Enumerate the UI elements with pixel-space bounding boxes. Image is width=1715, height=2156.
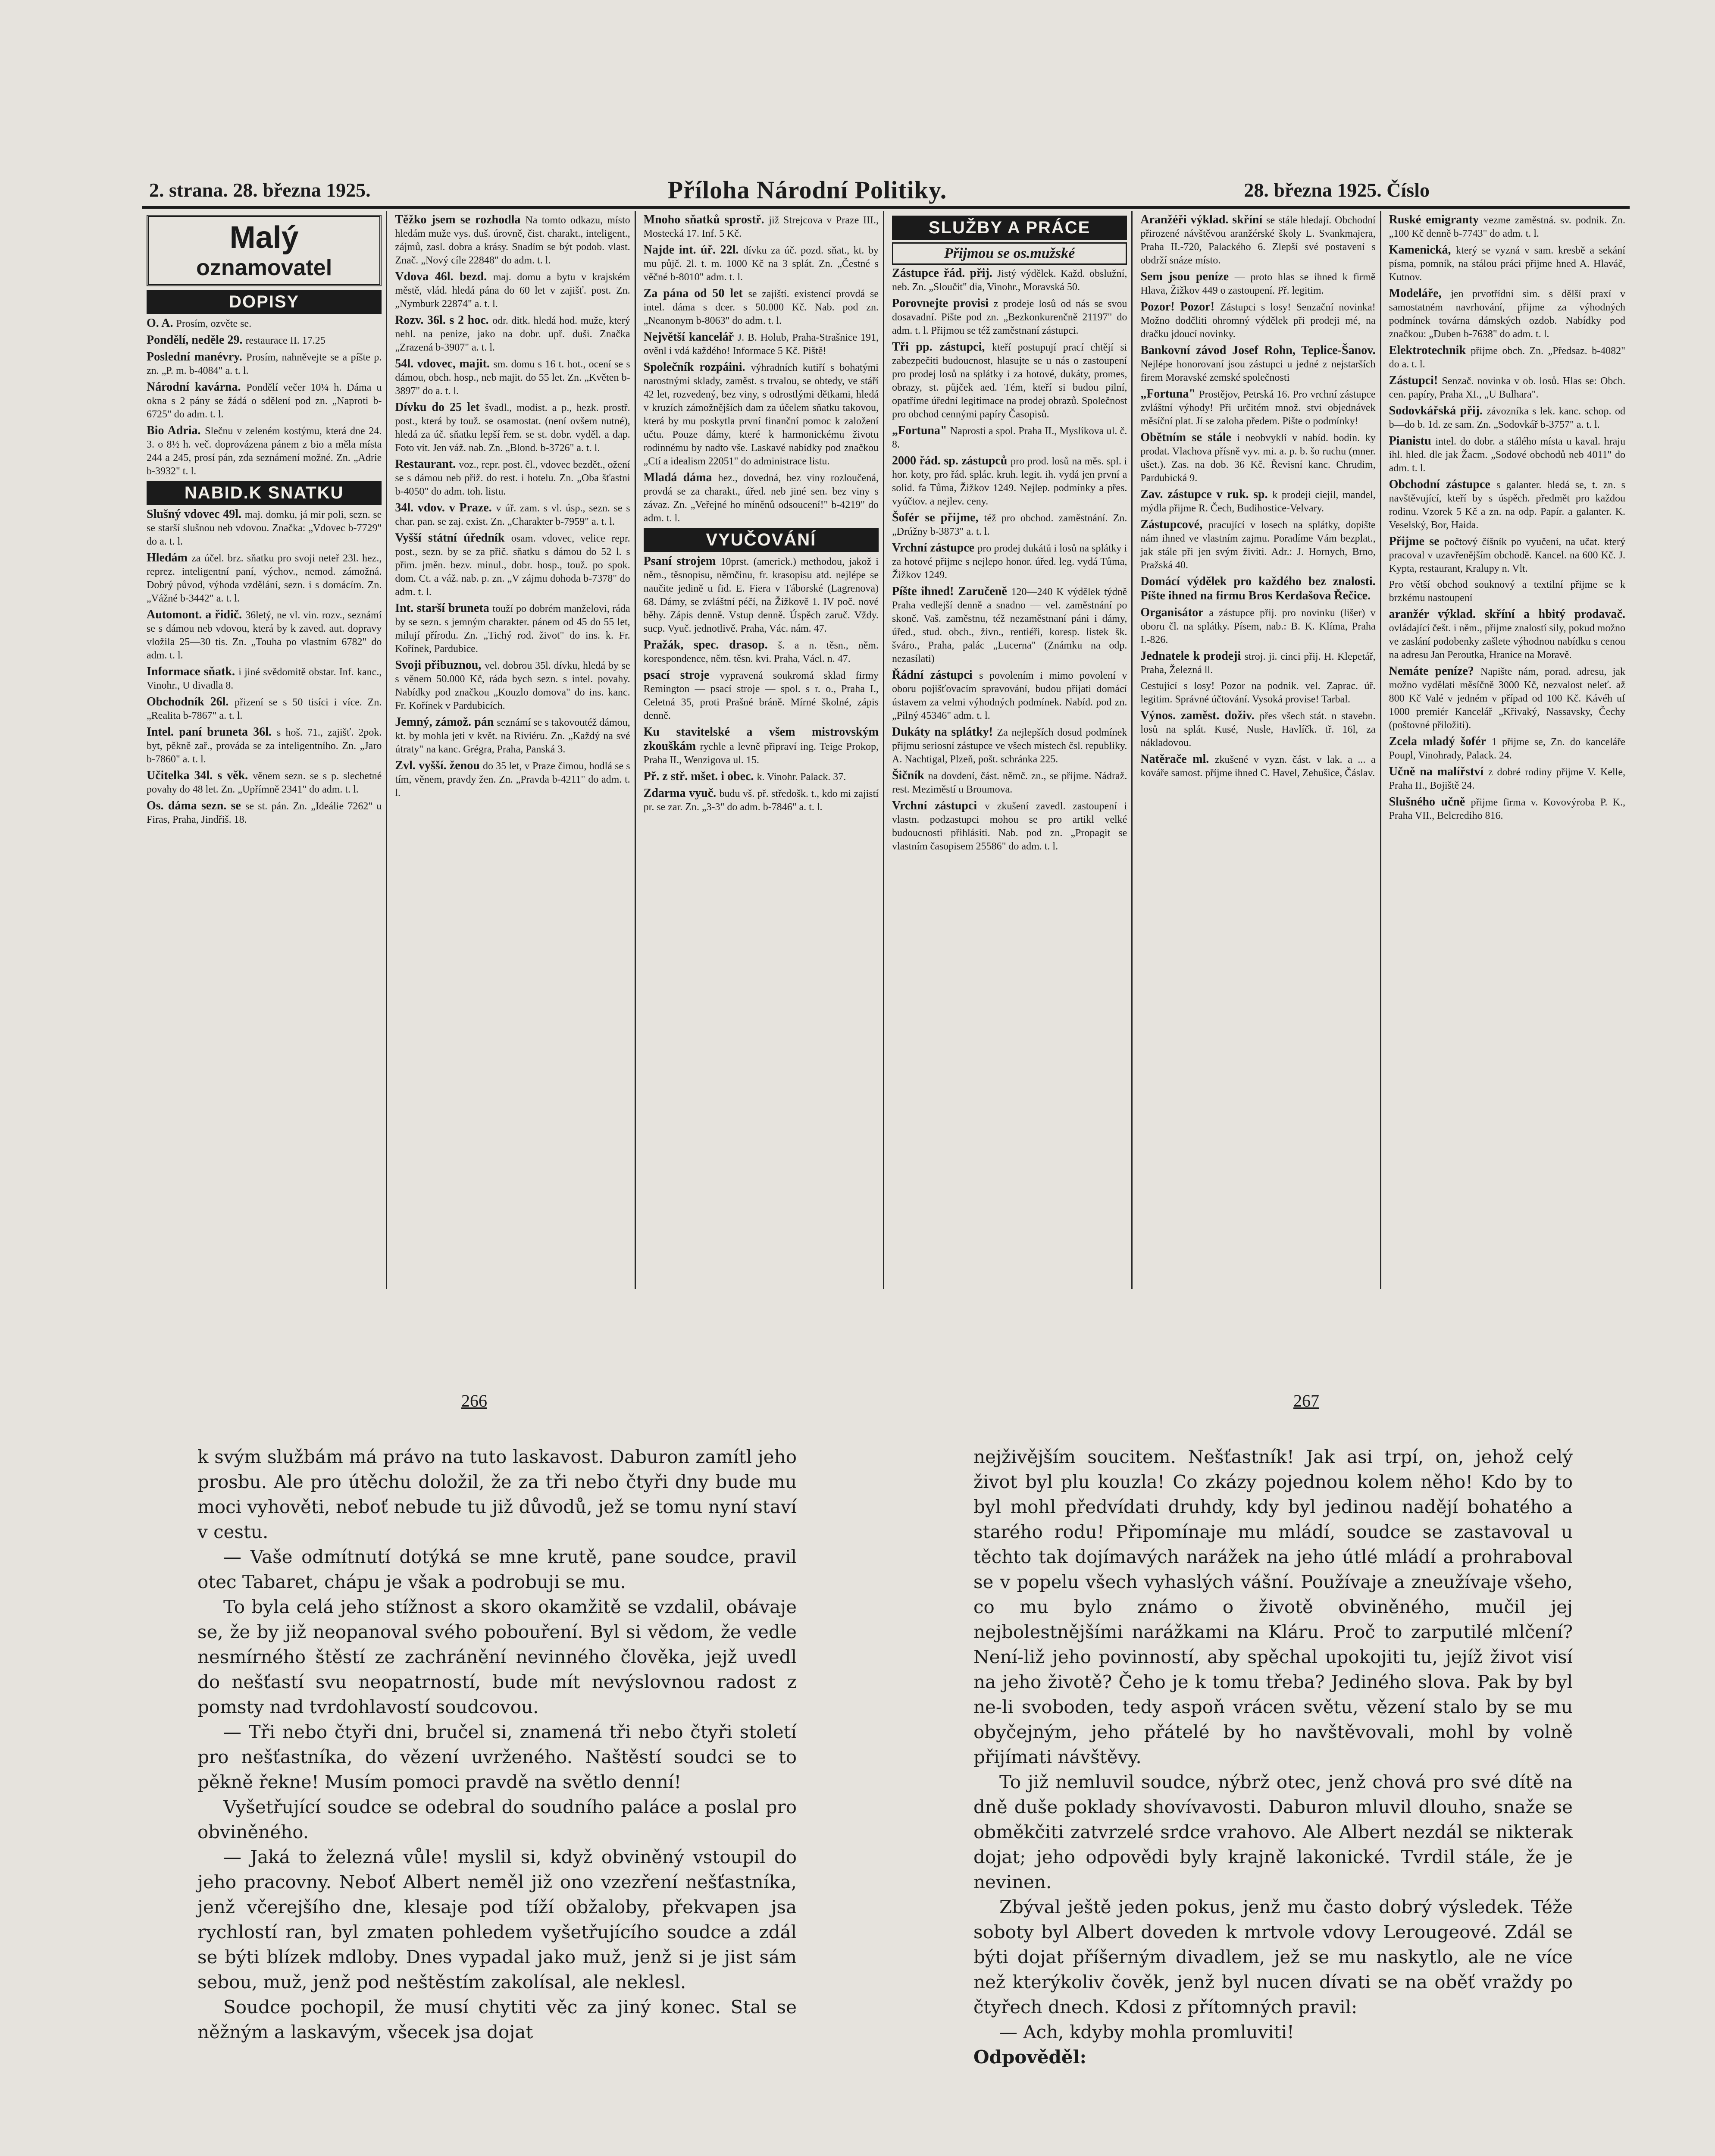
ad-heading: Pražák, spec. drasop. <box>643 638 778 652</box>
classified-ad <box>644 360 879 468</box>
ad-body: v úř. zam. s vl. úsp., sezn. se s char. pan. se zaj. exist. Zn. „Charakter b-7959" a. t. l. <box>395 503 630 527</box>
classified-ad <box>395 501 630 529</box>
ad-heading: Zvl. vyšší. ženou <box>395 759 483 772</box>
classified-ad <box>1389 535 1625 576</box>
header-right: 28. března 1925. Číslo <box>1244 179 1430 201</box>
ad-heading: Organisátor <box>1140 606 1209 619</box>
ad-heading: Tři pp. zástupci, <box>892 340 992 354</box>
ad-body: dívku za úč. pozd. sňat., kt. by mu půjč. 2l. t. m. 1000 Kč na 3 splát. Zn. „Čestné s věčné b-8010" adm. t. l. <box>643 245 879 283</box>
ad-heading: Společník rozpáini. <box>643 360 751 374</box>
ad-heading: Intel. paní bruneta 36l. <box>147 725 277 739</box>
ad-heading: Ruské emigranty <box>1389 213 1484 226</box>
classified-ad <box>1389 344 1625 371</box>
classified-ad <box>1140 518 1375 572</box>
ad-heading: Zástupce řád. přij. <box>892 266 998 280</box>
classified-ad <box>1389 795 1625 823</box>
header-title: Příloha Národní Politiky. <box>667 175 947 204</box>
section-marriage: NABID.K SNATKU <box>147 481 382 505</box>
ad-heading: 2000 řád. sp. zástupců <box>892 454 1011 467</box>
ad-body: počtový číšník po vyučení, na učat. který pracoval v uzavřenějším obchodě. Kancel. na 600 Kč. J. Kypta, restaurant, Kralupy n. Vlt. <box>1389 536 1625 574</box>
classified-ad <box>147 551 382 605</box>
classified-ad <box>147 665 382 693</box>
ad-body: který se vyzná v sam. kresbě a sekání písma, pomník, na stálou práci přijme hned A. Hlaváč, Kutnov. <box>1389 245 1625 283</box>
ads-column-1 <box>142 211 387 1289</box>
ad-heading: Píšte ihned! Zaručeně <box>892 585 1011 598</box>
ad-body: závozníka s lek. kanc. schop. od b—do b. 1d. ze sam. Zn. „Sodovkář b-3757" a. t. l. <box>1389 406 1625 430</box>
masthead <box>147 215 382 286</box>
ad-heading: Za pána od 50 let <box>643 287 748 300</box>
ad-body: přes všech stát. n stavebn. losů na splát. Kusé, Nusle, Havlíčk. tř. 16l, za nákladovou. <box>1140 711 1376 749</box>
ad-body: 10prst. (americk.) methodou, jakož i něm., těsnopisu, němčinu, fr. krasopisu atd. nejlépe se naučite jedině u fid. E. Fiera v Táborské (Lagrenova) 68. Dámy, se zvláštní péčí, na Žižkově 1. IV poč. nové běhy. Zápis denně. Vstup denně. Úspěch zaruč. Vždy. sucp. Vyuč. jednotlivě. Praha, Vác. nám. 47. <box>643 556 879 634</box>
classified-ad <box>644 668 879 723</box>
classified-ad <box>892 769 1127 796</box>
story-left-column <box>197 1445 797 2045</box>
ad-heading: Př. z stř. mšet. i obec. <box>643 770 757 783</box>
section-jobs-sub: Přijmou se os.mužské <box>892 242 1127 265</box>
classified-ad <box>147 695 382 723</box>
ad-heading: Učně na malířství <box>1389 765 1488 778</box>
classified-ad <box>147 350 382 378</box>
ad-heading: Restaurant. <box>395 458 459 471</box>
classified-ad <box>644 725 879 767</box>
ad-body: kteří postupují prací chtějí si zabezpečiti budoucnost, hlasujte se u nás o zastoupení pro prodej losů na splátky i za hotové, dukáty, promes, obrazy, st. půjček aed. Tém, kteří si budou pilní, opatříme úřední legitimace na prodej obrazů. Společnost pro obchod cennými papíry Časopisů. <box>892 342 1127 420</box>
classified-ad <box>1389 434 1625 475</box>
story-paragraph: k svým službám má právo na tuto laskavost. Daburon zamítl jeho prosbu. Ale pro útěchu doložil, že za tři nebo čtyři dny bude mu moci vyhověti, neboť nebude tu již důvodů, jež se tomu nyní staví v cestu. <box>197 1446 797 1542</box>
section-letters: DOPISY <box>147 290 382 314</box>
ad-heading: Pianistu <box>1389 434 1436 448</box>
ad-body: Prostějov, Petrská 16. Pro vrchní zástupce zvláštní výhody! Při určitém množ. stvi objednávek měsíční plat. Jí se zaloha předem. Pište o podmínky! <box>1140 389 1376 427</box>
ad-body: sm. domu s 16 t. hot., ocení se s dámou, obch. hosp., neb majit. do 55 let. Zn. „Květen b-3897" do a. t. l. <box>395 359 630 397</box>
ad-body: se zajiští. existencí provdá se intel. dáma s dcer. s 50.000 Kč. Nab. pod zn. „Neanonym b-8063" do adm. t. l. <box>643 288 879 326</box>
story-paragraph: To byla celá jeho stížnost a skoro okamžitě se vzdalil, obávaje se, že by již neopanoval svého pobouření. Byl si vědom, že vedle nesmírného štěstí ze zachránění nevinného člověka, jejž uvedl do nešťastí svu neopatrností, bude mít nevýslovnou radost z pomsty nad tvrdohlavostí soudcovou. <box>197 1596 797 1717</box>
ad-heading: „Fortuna" <box>1140 387 1199 401</box>
ad-body: a zástupce přij. pro novinku (lišer) v oboru čl. na splátky. Písem, nab.: B. K. Klíma, Praha I.-826. <box>1140 608 1376 646</box>
classified-ad <box>1140 270 1375 298</box>
ad-body: Prosím, nahněvejte se a píšte p. zn. „P. m. b-4084" a. t. l. <box>147 352 382 376</box>
classified-ad <box>644 213 879 241</box>
ad-body: Senzač. novinka v ob. losů. Hlas se: Obch. cen. papíry, Praha XI., „U Bulhara". <box>1389 376 1625 400</box>
ad-body: Pro větší obchod souknový a textilní přijme se k brzkému nastoupení <box>1389 579 1625 604</box>
classified-ad <box>395 458 630 498</box>
classified-ad <box>892 541 1127 582</box>
ad-heading: Aranžéři výklad. skříní <box>1140 213 1267 226</box>
classified-ad <box>1389 404 1625 432</box>
ad-heading: Řádní zástupci <box>892 668 980 682</box>
ad-heading: Přijme se <box>1389 535 1444 548</box>
classified-ad <box>395 531 630 599</box>
classified-ad <box>1389 664 1625 732</box>
ad-heading: Obchodník 26l. <box>147 695 235 708</box>
ad-heading: Jemný, zámož. pán <box>395 715 497 729</box>
ad-body: seznámí se s takovoutéž dámou, kt. by mohla jeti v květ. na Riviéru. Zn. „Každý na své útraty" na kanc. Grégra, Praha, Panská 3. <box>395 717 630 755</box>
page-numbers <box>142 1391 1630 1412</box>
classified-ads <box>142 211 1630 1289</box>
classified-ad <box>892 585 1127 666</box>
ad-heading: Svoji přibuznou, <box>395 658 485 672</box>
ad-body: vypravená soukromá sklad firmy Remington — psací stroje — spol. s r. o., Praha I., Celetná 35, proti Prašné bráně. Mírné školné, zápis denně. <box>643 670 879 721</box>
classified-ad <box>147 317 382 331</box>
story-right-paragraphs <box>973 1445 1573 2045</box>
header-left: 2. strana. 28. března 1925. <box>149 179 371 201</box>
section-jobs: SLUŽBY A PRÁCE <box>892 216 1127 240</box>
ad-heading: Šofér se přijme, <box>892 511 984 524</box>
ad-heading: „Fortuna" <box>892 424 950 437</box>
ad-heading: Pozor! Pozor! <box>1140 300 1221 313</box>
teaching-list <box>644 555 879 814</box>
ad-body: Nejlépe honorovaní jsou zástupci u jedné z nejstarších firem Moravské zemské společnosti <box>1140 359 1376 383</box>
story-final-line: Odpověděl: <box>973 2046 1087 2068</box>
classified-ad <box>1389 765 1625 793</box>
ad-body: osam. vdovec, velice repr. post., sezn. by se za přič. sňatku s dámou do 52 l. s přim. jměn. bezv. minul., dobr. hosp., touž. po spok. dom. Ct. a váž. nab. p. zn. „V zájmu dohoda b-7378" do adm. t. l. <box>395 533 630 598</box>
ad-body: ovládající češt. i něm., přijme znalostí sily, pokud možno ve zaslání podobenky zašlete výhodnou nabídku s cenou na adresu Jan Peroutka, Hranice na Moravě. <box>1389 623 1625 661</box>
ad-heading: Dukáty na splátky! <box>892 725 997 739</box>
story-paragraph: Vyšetřující soudce se odebral do soudního paláce a poslal pro obviněného. <box>197 1796 797 1843</box>
ad-body: Cestující s losy! Pozor na podnik. vel. Zaprac. úř. legitim. Správné účtování. Vysoká provise! Tarbal. <box>1140 680 1376 705</box>
classified-ad <box>892 340 1127 421</box>
ad-body: se stále hledají. Obchodní přirozené návštěvou aranžérské školy L. Svankmajera, Praha II.-720, Palackého 6. Zlepší své postavení s obdrží snáze místo. <box>1140 215 1376 266</box>
classified-ad <box>147 799 382 827</box>
classified-ad <box>1389 735 1625 762</box>
classified-ad <box>395 213 630 267</box>
ad-body: 36letý, ne vl. vin. rozv., seznámí se s dámou neb vdovou, která by k zaved. aut. dopravy vložila 25—30 tis. Zn. „Touha po vlastním 6782" do adm. t. l. <box>147 610 382 661</box>
story-paragraph: Soudce pochopil, že musí chytiti věc za jiný konec. Stal se něžným a laskavým, všecek jsa dojat <box>197 1996 797 2043</box>
letters-list <box>147 317 382 478</box>
ad-body: pro prod. losů na měs. spl. i hor. koty, pro řád. splác. kruh. legit. ih. vydá jen první a solid. fa Tůma, Žižkov 1249. Nejlep. podmínky a přes. vyúčtov. a nejlev. ceny. <box>892 456 1127 507</box>
ad-body: rychle a levně připraví ing. Teige Prokop, Praha II., Wenzigova ul. 15. <box>643 741 879 766</box>
classified-ad <box>1389 213 1625 241</box>
ad-body: i neobvyklí v nabíd. bodin. ky prodat. Vlachova přísně vyv. mi. a. p. b. šo ruchu (mner. ušet.). Zas. na dob. 36 Kč. Řevisní kanc. Chrudim, Pardubická 9. <box>1140 432 1376 484</box>
ad-body: J. B. Holub, Praha-Strašnice 191, ověnl i vdá každého! Informace 5 Kč. Piště! <box>643 332 879 357</box>
ad-body: i jiné svědomitě obstar. Inf. kanc., Vinohr., U divadla 8. <box>147 667 382 691</box>
ad-body: švadl., modist. a p., hezk. prostř. post., která by touž. se osamostat. (není ovšem nutné), hledá za úč. sňatku lepší řem. se st. dobr. vyděl. a dap. Foto vít. Jen váž. nab. Zn. „Blond. b-3726" a. t. l. <box>395 402 630 454</box>
ads-column-4 <box>888 211 1133 1289</box>
classified-ad <box>1389 243 1625 284</box>
story-paragraph: To již nemluvil soudce, nýbrž otec, jenž chová pro své dítě na dně duše poklady shovívavosti. Daburon mluvil dlouho, snaže se obměkčiti zatvrzelé srdce vrahovo. Ale Albert nezdál se nikterak dojat; jeho odpovědi byly krajně lakonické. Tvrdil stále, že je nevinen. <box>973 1771 1573 1893</box>
ad-heading: Porovnejte provisi <box>892 297 994 310</box>
ad-heading: Vdova 46l. bezd. <box>395 270 493 283</box>
ad-heading: Ku stavitelské a všem mistrovským zkouškám <box>643 725 879 753</box>
ad-body: Slečnu v zeleném kostýmu, která dne 24. 3. o 8½ h. več. doprovázena pánem z bio a měla místa 244 a 245, prosí pán, zda seznámení možné. Zn. „Adrie b-3932" t. l. <box>147 426 382 477</box>
ad-heading: Domácí výdělek pro každého bez znalosti. Píšte ihned na firmu Bros Kerdašova Řečice. <box>1140 575 1376 602</box>
ad-body: za účel. brz. sňatku pro svoji neteř 23l. hez., reprez. inteligentní paní, výchov., nemod. zámožná. Dobrý původ, výhoda vzdělání, sezn. i s domácím. Zn. „Vážné b-3442" a. t. l. <box>147 553 382 604</box>
classified-ad <box>147 725 382 766</box>
classified-ad <box>395 715 630 756</box>
classified-ad <box>1140 213 1375 267</box>
ad-heading: Kamenická, <box>1389 243 1456 257</box>
ad-body: vezme zaměstná. sv. podnik. Zn. „100 Kč denně b-7743" do adm. t. l. <box>1389 215 1625 239</box>
classified-ad <box>147 380 382 421</box>
ad-body: věnem sezn. se s p. slechetné povahy do 48 let. Zn. „Upřímně 2341" do adm. t. l. <box>147 771 382 795</box>
ad-body: s galanter. hledá se, t. zn. s navštěvující, kteří by s úspěch. předmět pro každou rodinu. Vzorek 5 Kč a zn. na odp. Papír. a galanter. K. Veselský, Bor, Haida. <box>1389 479 1625 531</box>
ad-heading: Int. starší bruneta <box>395 602 493 615</box>
classified-ad <box>1140 344 1375 385</box>
ads-column-5 <box>1136 211 1381 1289</box>
classified-ad <box>892 799 1127 853</box>
ad-body: maj. domu a bytu v krajském městě, vlád. hledá pána do 60 let v zajišť. post. Zn. „Nymburk 22874" a. t. l. <box>395 272 630 310</box>
ad-heading: psací stroje <box>643 668 720 682</box>
ad-heading: Nemáte peníze? <box>1389 664 1480 678</box>
ad-body: Pondělí večer 10¼ h. Dáma u okna s 2 pány se žádá o sdělení pod zn. „Naproti b-6725" do adm. t. l. <box>147 382 382 420</box>
ad-heading: Sodovkářská přij. <box>1389 404 1487 417</box>
ads-column-6 <box>1385 211 1630 1289</box>
ad-heading: Poslední manévry. <box>147 350 247 364</box>
classified-ad <box>395 602 630 656</box>
classified-ad <box>147 333 382 348</box>
classified-ad <box>892 266 1127 294</box>
classified-ad <box>1140 752 1375 780</box>
ad-body: Na tomto odkazu, místo hledám muže vys. duš. úrovně, čist. charakt., inteligent., zájmů, zasl. dobra a krásy. Snadím se být podob. vlast. Znač. „Nový cíle 22848" do adm. t. l. <box>395 215 630 266</box>
ad-heading: Psaní strojem <box>643 555 721 568</box>
ad-heading: Natěrače ml. <box>1140 752 1215 766</box>
classified-ad <box>892 668 1127 723</box>
ad-heading: Modeláře, <box>1389 287 1451 300</box>
page-header <box>149 177 1430 203</box>
ad-heading: Obětním se stále <box>1140 431 1237 444</box>
classified-ad <box>892 725 1127 766</box>
story-paragraph: — Ach, kdyby mohla promluviti! <box>999 2021 1294 2043</box>
ad-heading: Mnoho sňatků sprostř. <box>643 213 769 226</box>
story-paragraph: nejživějším soucitem. Nešťastník! Jak asi trpí, on, jehož celý život byl plu kouzla! Co zkázy pojednou kolem něho! Kdo by to byl mohl předvídati druhdy, kdy byl jedinou nadějí bohatého a starého rodu! Připomínaje mu mládí, soudce se zastavoval u těchto tak dojímavých narážek na jeho útlé mládí a prohraboval se v popelu všech vyhaslých vášní. Používaje a zneužívaje všeho, co mu bylo známo o životě obviněného, mučil jej nejbolestnějšími narážkami na Kláru. Proč to zarputilé mlčení? Není-liž jeho povinností, aby spěchal upokojiti tu, jejíž život visí na jeho životě? Čeho je k tomu třeba? Jediného slova. Pak by byl ne-li svoboden, tedy aspoň vrácen světu, vězení stalo by se mu obyčejným, jeho přátelé by ho navštěvovali, mohl by volně přijímati návštěvy. <box>973 1446 1573 1767</box>
ad-body: na dovdení, část. němč. zn., se přijme. Nádraž. rest. Meziměstí u Broumova. <box>892 771 1127 795</box>
classified-ad <box>644 787 879 814</box>
classified-ad <box>644 638 879 666</box>
ad-heading: Zástupcové, <box>1140 518 1209 531</box>
classified-ad <box>1389 578 1625 605</box>
classified-ad <box>892 454 1127 508</box>
ad-body: š. a n. těsn., něm. korespondence, něm. těsn. kvi. Praha, Václ. n. 47. <box>643 640 879 664</box>
classified-ad <box>644 287 879 328</box>
ads-column-2 <box>391 211 635 1289</box>
ad-body: s hoš. 71., zajišť. 2pok. byt, pěkně zař., prováda se za inteligentního. Zn. „Jaro b-7860" a. t. l. <box>147 727 382 765</box>
ad-heading: Slušný vdovec 49l. <box>147 508 245 521</box>
ad-body: se st. pán. Zn. „Ideálie 7262" u Firas, Praha, Jindřiš. 18. <box>147 801 382 825</box>
classified-ad <box>892 511 1127 539</box>
ad-body: v zkušení zavedl. zastoupení i vlastn. podzastupci mohou se pro artikl velké budoucnosti přihlásiti. Nab. pod zn. „Propagit se vlastním časopisem 25586" do adm. t. l. <box>892 801 1127 852</box>
ad-heading: Zdarma vyuč. <box>643 787 720 800</box>
story-paragraph: — Jaká to železná vůle! myslil si, když obviněný vstoupil do jeho pracovny. Neboť Albert neměl již ono vzezření nešťastníka, jenž včerejšího dne, klesaje pod tíží obžaloby, překvapen jsa rychlostí ran, byl zmaten pohledem vyšetřujícího soudce a zdál se býti blízek mdloby. Dnes vypadal jako muž, jenž si je jist sám sebou, muž, jenž pod neštěstím zakolísal, ale neklesl. <box>197 1846 797 1993</box>
ad-heading: Os. dáma sezn. se <box>147 799 246 812</box>
ad-body: hez., dovedná, bez viny rozloučená, provdá se za charakt., úřed. neb jiné sen. bez viny s závaz. Zn. „Veřejné ho míněnů odsoucení!" b-4219" do adm. t. l. <box>643 473 879 524</box>
jobs-list <box>892 266 1127 853</box>
ad-body: Zástupci s losy! Senzační novinka! Možno dodčliti ohromný výdělek při prodeji mé, na dračku jdoucí novinky. <box>1140 302 1376 340</box>
ad-heading: Sem jsou peníze <box>1140 270 1235 283</box>
ad-heading: O. A. <box>147 317 176 330</box>
ad-heading: Vrchní zástupci <box>892 799 985 812</box>
ad-body: k. Vinohr. Palack. 37. <box>757 771 846 783</box>
ad-body: též pro obchod. zaměstnání. Zn. „Drúžny b-3873" a. t. l. <box>892 513 1127 537</box>
ad-body: touží po dobrém manželovi, ráda by se sezn. s jemným charakter. pánem od 45 do 55 let, milují přírodu. Zn. „Tichý rod. život" do ins. k. Fr. Kořínek, Pardubice. <box>395 603 630 655</box>
classified-ad <box>147 508 382 548</box>
ad-heading: Těžko jsem se rozhodla <box>395 213 526 226</box>
ad-heading: Hledám <box>147 551 192 564</box>
ad-heading: Jednatele k prodeji <box>1140 649 1245 663</box>
classified-ad <box>1140 387 1375 428</box>
ad-body: již Strejcova v Praze III., Mostecká 17. Inf. 5 Kč. <box>643 215 879 239</box>
ad-body: z dobré rodiny přijme V. Kelle, Praha II., Bojiště 24. <box>1389 767 1625 791</box>
classified-ad <box>147 424 382 478</box>
ad-heading: Výnos. zaměst. doživ. <box>1140 709 1260 722</box>
ad-heading: Rozv. 36l. s 2 hoc. <box>395 313 493 327</box>
story-paragraph: — Vaše odmítnutí dotýká se mne krutě, pane soudce, pravil otec Tabaret, chápu je však a podrobuji se mu. <box>197 1546 797 1592</box>
col3-list <box>644 213 879 525</box>
ad-body: přijme obch. Zn. „Předsaz. b-4082" do a. t. l. <box>1389 345 1625 370</box>
classified-ad <box>644 330 879 358</box>
ad-body: zkušené v vyzn. část. v lak. a ... a kováře samost. příjme ihned C. Havel, Zehušice, Čáslav. <box>1140 754 1376 779</box>
ad-body: k prodeji ciejil, mandel, mýdla přijme R. Čech, Budihostice-Velvary. <box>1140 489 1376 514</box>
classified-ad <box>1140 431 1375 485</box>
classified-ad <box>644 471 879 525</box>
ad-body: stroj. ji. cinci přij. H. Klepetář, Praha, Železná ll. <box>1140 651 1376 676</box>
ad-heading: 34l. vdov. v Praze. <box>395 501 496 514</box>
ad-body: Napište nám, porad. adresu, jak možno vydělati měsíčně 3000 Kč, nezvalost neleť. až 800 Kč Valé v jedném v případ od 100 Kč. Kávéh uf 1000 premiér Kancelář „Křivaký, Nassavsky, Čechy (poštovné přiložiti). <box>1389 666 1625 731</box>
ad-heading: Šičník <box>892 769 928 782</box>
ad-heading: Slušného učně <box>1389 795 1471 808</box>
ad-heading: Zav. zástupce v ruk. sp. <box>1140 488 1273 501</box>
ad-body: 1 přijme se, Zn. do kanceláře Poupl, Vinohrady, Palack. 24. <box>1389 736 1625 761</box>
page-number-left: 266 <box>461 1391 487 1410</box>
classified-ad <box>1140 488 1375 515</box>
classified-ad <box>395 357 630 398</box>
classified-ad <box>147 608 382 662</box>
masthead-line1: Malý <box>229 220 299 255</box>
classified-ad <box>644 770 879 784</box>
marriage-list <box>147 508 382 827</box>
classified-ad <box>1140 649 1375 677</box>
ad-body: maj. domku, já mir poli, sezn. se se starší slušnou neb vdovou. Značka: „Vdovec b-7729" do a. t. l. <box>147 509 382 547</box>
section-teaching: VYUČOVÁNÍ <box>644 528 879 552</box>
classified-ad <box>147 769 382 796</box>
ad-heading: Mladá dáma <box>643 471 718 484</box>
classified-ad <box>1140 300 1375 341</box>
story-right-column <box>973 1445 1573 2070</box>
ad-body: Prosím, ozvěte se. <box>176 318 252 329</box>
ad-heading: Informace sňatk. <box>147 665 239 678</box>
ad-body: přijme firma v. Kovovýroba P. K., Praha VII., Belcrediho 816. <box>1389 797 1625 821</box>
ad-body: intel. do dobr. a stálého místa u kaval. hraju ihl. hled. dle jak Žacm. „Sodové obchodů neb 4011" do adm. t. l. <box>1389 436 1625 474</box>
ad-heading: Bio Adria. <box>147 424 205 437</box>
classified-ad <box>644 555 879 636</box>
classified-ad <box>395 313 630 354</box>
ad-body: voz., repr. post. čl., vdovec bezdět., ožení se s dámou neb přiž. do rest. i hotelu. Zn. „Oba šťastni b-4050" do adm. toh. listu. <box>395 459 630 497</box>
ad-body: jen prvotřídní sim. s dělší praxí v samostatném navrhování, přijme za výhodných podmínek továrna dámských ozdob. Nabídky pod značkou: „Duben b-7638" do adm. t. l. <box>1389 288 1625 340</box>
ad-body: Jistý výdělek. Každ. obslužní, neb. Zn. „Sloučit" dia, Vinohr., Moravská 50. <box>892 268 1127 293</box>
classified-ad <box>1140 575 1375 603</box>
ad-body: odr. ditk. hledá hod. muže, který nehl. na penize, jako na dobr. upř. duši. Značka „Zrazená b-3907" a. t. l. <box>395 315 630 353</box>
story-paragraph: — Tři nebo čtyři dni, bručel si, znamená tři nebo čtyři století pro nešťastníka, do vězení uvrženého. Naštěstí soudci se to pěkně řekne! Musím pomoci pravdě na světlo denní! <box>197 1721 797 1792</box>
ad-heading: 54l. vdovec, majit. <box>395 357 494 370</box>
classified-ad <box>395 759 630 800</box>
ad-heading: Vrchní zástupce <box>892 541 978 555</box>
ad-body: výhradních kutiří s bohatými narostnými sklady, zaměst. s trvalou, se obtedy, ve stáří 42 let, rozvedený, bez viny, s odrostlými dětkami, hledá v kruzích zámožnějších dam za účelem sňatku takovou, která by mu poskytla první finanční pomoc k založení učtu. Pouze dámy, které k harmonickému životu rodinnému by nadto vše. Laskavé nabídky pod značkou „Ctí a idealism 22051" do administrace listu. <box>643 362 879 467</box>
ad-heading: Pondělí, neděle 29. <box>147 333 246 347</box>
classified-ad <box>395 401 630 455</box>
ad-body: pro prodej dukátů i losů na splátky i za hotové přijme s nejlepo honor. úřed. leg. vydá Tůma, Žižkov 1249. <box>892 543 1127 581</box>
classified-ad <box>1140 709 1375 750</box>
classified-ad <box>1140 680 1375 706</box>
ad-heading: Zcela mladý šofér <box>1389 735 1492 748</box>
story-paragraph: Zbýval ještě jeden pokus, jenž mu často dobrý výsledek. Téže soboty byl Albert doveden k mrtvole vdovy Lerougeové. Zdál se býti dojat příšerným divadlem, jež se mu naskytlo, ale ne více než kterýkoliv čověk, jenž byl nucen dívati se na oběť vraždy po čtyřech dnech. Kdosi z přítomných pravil: <box>973 1896 1573 2018</box>
classified-ad <box>395 270 630 311</box>
ad-body: do 35 let, v Praze čimou, hodlá se s tím, věnem, pravdy žen. Zn. „Pravda b-4211" do adm. t. l. <box>395 761 630 799</box>
classified-ad <box>1389 287 1625 341</box>
classified-ad <box>892 297 1127 338</box>
ads-column-3 <box>639 211 884 1289</box>
ad-body: s povolením i mimo povolení v oboru pojišťovacím spravování, budou přijati domácí ústavem za velmi výhodných podmínek. Nabíd. pod zn. „Pilný 45346" adm. t. l. <box>892 670 1127 721</box>
ad-heading: Největší kancelář <box>643 330 738 344</box>
ad-body: budu vš. př. středošk. t., kdo mi zajistí pr. se zar. Zn. „3-3" do adm. b-7846" a. t. l. <box>643 788 879 813</box>
ad-body: Za nejlepších dosud podmínek přijmu seriosní zástupce ve všech místech čsl. republiky. A. Nachtigal, Plzeň, pošt. schránka 225. <box>892 727 1127 765</box>
ad-heading: Zástupci! <box>1389 374 1442 387</box>
classified-ad <box>892 424 1127 451</box>
ad-heading: Najde int. úř. 22l. <box>643 243 743 257</box>
ad-body: restaurace II. 17.25 <box>245 335 325 346</box>
masthead-line2: oznamovatel <box>196 255 332 280</box>
classified-ad <box>1389 608 1625 662</box>
ad-heading: Obchodní zástupce <box>1389 478 1496 491</box>
classified-ad <box>395 658 630 713</box>
ad-heading: Učitelka 34l. s věk. <box>147 769 253 782</box>
ad-body: z prodeje losů od nás se svou dosavadní. Pište pod zn. „Bezkonkurenčně 21197" do adm. t. l. Přijmou se též zaměstnaní zástupci. <box>892 298 1127 336</box>
ad-heading: Automont. a řidič. <box>147 608 246 621</box>
classified-ad <box>1389 478 1625 532</box>
ad-body: — proto hlas se ihned k firmě Hlava, Žižkov 449 o zastoupení. Př. legitim. <box>1140 272 1376 296</box>
ad-body: přizení se s 50 tisíci i více. Zn. „Realita b-7867" a. t. l. <box>147 697 382 721</box>
ad-heading: Národní kavárna. <box>147 380 247 394</box>
classified-ad <box>1389 374 1625 401</box>
page-number-right: 267 <box>1293 1391 1319 1410</box>
ad-body: vel. dobrou 35l. dívku, hledá by se s věnem 50.000 Kč, ráda bych sezn. s intel. povahy. Nabídky pod značkou „Kouzlo domova" do ins. kanc. Fr. Kořínek v Pardubicích. <box>395 660 630 711</box>
classified-ad <box>644 243 879 284</box>
ad-body: pracující v losech na splátky, dopište nám ihned ve vlastním zajmu. Poradíme Vám bezplat., jak stále při jen svým živiti. Adr.: J. Hornych, Brno, Pražská 40. <box>1140 520 1376 571</box>
ad-heading: Dívku do 25 let <box>395 401 485 414</box>
ad-heading: Vyšší státní úředník <box>395 531 511 545</box>
ad-heading: Bankovní závod Josef Rohn, Teplice-Šanov. <box>1140 344 1376 357</box>
ad-heading: Elektrotechnik <box>1389 344 1471 357</box>
ad-heading: aranžér výklad. skříní a hbitý prodavač. <box>1389 608 1625 621</box>
ad-body: Naprosti a spol. Praha II., Myslíkova ul. č. 8. <box>892 426 1127 450</box>
ad-body: 120—240 K výdělek týdně Praha vedlejší denně a snadno — vel. zaměstnání po skonč. Vaš. zaměstnu, též nezaměstnaní páni i dámy, úřed., stud. obch., živn., rentiéři, koresp. listek šk. šváro., Praha, palác „Lucerna" (Známku na odp. nezasílati) <box>892 586 1127 664</box>
header-rule <box>142 206 1630 209</box>
classified-ad <box>1140 606 1375 647</box>
